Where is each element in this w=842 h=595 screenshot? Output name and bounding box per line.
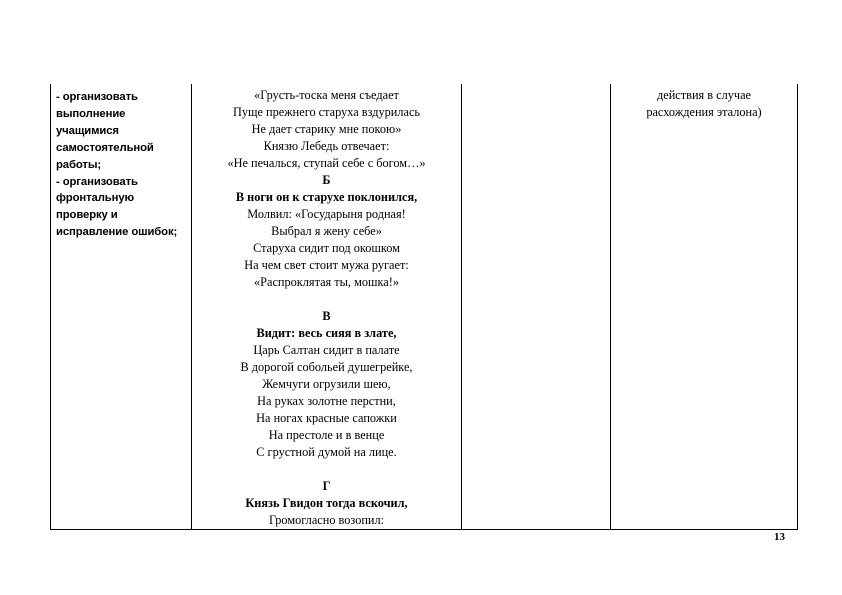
poem-line: Князю Лебедь отвечает: xyxy=(263,139,390,153)
poem-line: Б xyxy=(322,173,331,187)
table-row xyxy=(51,84,798,530)
notes-line: расхождения эталона) xyxy=(646,105,762,119)
notes-text xyxy=(611,84,797,121)
poem-line: Князь Гвидон тогда вскочил, xyxy=(245,496,408,510)
poem-line: Выбрал я жену себе» xyxy=(271,224,382,238)
poem-line: Г xyxy=(322,479,331,493)
page-number: 13 xyxy=(774,531,785,543)
poem-cell xyxy=(192,84,462,530)
poem-line: «Грусть-тоска меня съедает xyxy=(254,88,399,102)
poem-line: Молвил: «Государыня родная! xyxy=(247,207,406,221)
poem-line: Жемчуги огрузили шею, xyxy=(262,377,391,391)
poem-line: С грустной думой на лице. xyxy=(256,445,397,459)
poem-line: Пуще прежнего старуха вздурилась xyxy=(232,105,421,119)
goals-cell xyxy=(51,84,192,530)
notes-cell xyxy=(611,84,798,530)
goals-text: - организовать выполнение учащимися самостоятельной работы; - организовать фронтальную проверку и исправление ошибок; xyxy=(56,91,178,239)
empty-cell xyxy=(462,84,611,530)
notes-line: действия в случае xyxy=(657,88,751,102)
poem-line: На чем свет стоит мужа ругает: xyxy=(244,258,409,272)
poem-line: На престоле и в венце xyxy=(268,428,385,442)
poem-line: Старуха сидит под окошком xyxy=(253,241,400,255)
poem-text xyxy=(192,84,461,529)
poem-line: Не дает старику мне покою» xyxy=(251,122,402,136)
poem-line: На ногах красные сапожки xyxy=(256,411,397,425)
poem-line: Царь Салтан сидит в палате xyxy=(253,343,400,357)
poem-line: Громогласно возопил: xyxy=(268,513,385,527)
poem-line: «Распроклятая ты, мошка!» xyxy=(254,275,399,289)
poem-line: В xyxy=(322,309,331,323)
poem-line xyxy=(192,461,461,478)
poem-line xyxy=(192,291,461,308)
poem-line: На руках золотне перстни, xyxy=(257,394,396,408)
poem-line: В дорогой собольей душегрейке, xyxy=(240,360,413,374)
poem-line: Видит: весь сияя в злате, xyxy=(256,326,397,340)
poem-line: «Не печалься, ступай себе с богом…» xyxy=(227,156,426,170)
poem-line: В ноги он к старухе поклонился, xyxy=(235,190,418,204)
lesson-table xyxy=(50,84,798,530)
